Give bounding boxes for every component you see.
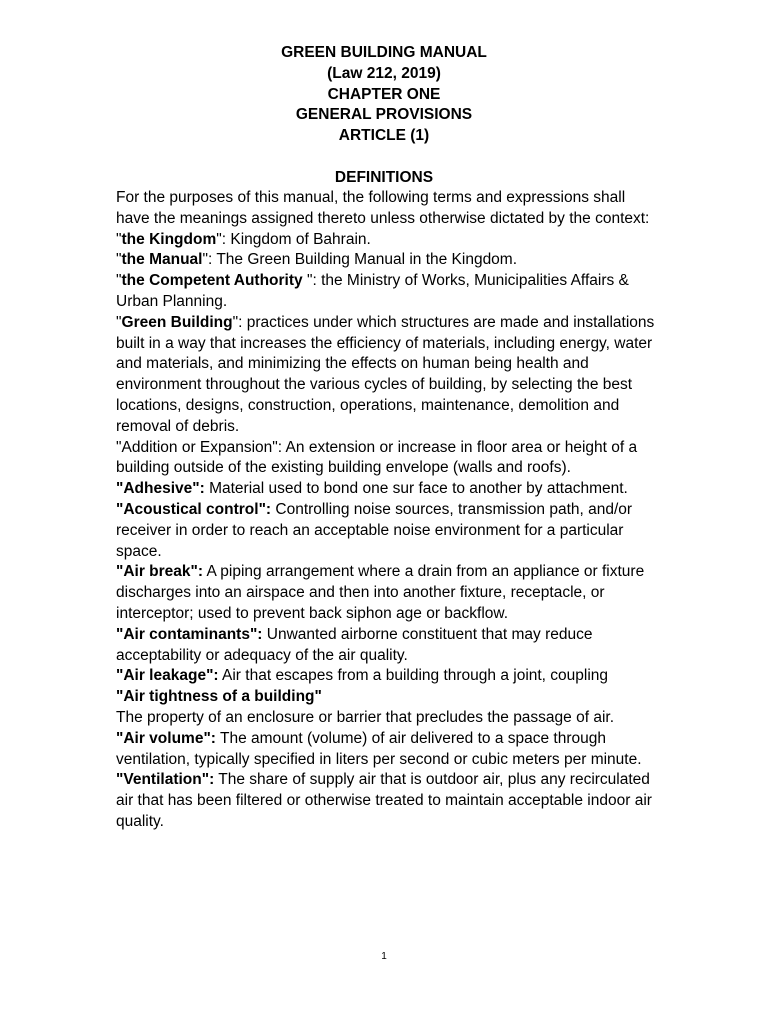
definition-entry [116, 230, 656, 251]
definition-term: "Air tightness of a building" [116, 688, 322, 706]
definition-text: The share of supply air that is outdoor air, plus any recirculated air that has been filtered or otherwise treated to maintain acceptable indoor air quality. [116, 771, 652, 830]
definition-entry [116, 313, 656, 438]
definition-term: the Manual [121, 251, 203, 269]
term-open-quote: " [116, 230, 122, 248]
definition-text: Material used to bond one sur face to another by attachment. [204, 480, 628, 498]
definition-entry [116, 708, 656, 729]
definition-term: "Air leakage": [116, 667, 219, 685]
document-header [0, 43, 768, 189]
definition-entry [116, 438, 656, 480]
definition-term: the Kingdom [121, 230, 217, 248]
law-reference: (Law 212, 2019) [327, 64, 441, 82]
term-close-quote: " [232, 313, 239, 331]
definition-entry [116, 729, 656, 771]
definition-text: The amount (volume) of air delivered to a space through ventilation, typically specified in liters per second or cubic meters per minute. [116, 729, 642, 768]
definition-text: Air that escapes from a building through a joint, coupling [218, 667, 609, 685]
section-heading: GENERAL PROVISIONS [295, 106, 473, 124]
term-close-quote: " [216, 230, 222, 248]
definition-term: "Air contaminants": [116, 625, 263, 643]
definition-text: Controlling noise sources, transmission path, and/or receiver in order to reach an acceptable noise environment for a particular space. [116, 500, 633, 560]
definition-term: "Ventilation": [116, 771, 215, 789]
article-heading: ARTICLE (1) [338, 127, 430, 145]
definition-entry [116, 250, 656, 271]
definition-entry [116, 562, 656, 624]
definition-entry [116, 500, 656, 562]
term-close-quote: " [202, 251, 208, 269]
definition-term: "Adhesive": [116, 480, 205, 498]
definition-term: "Air break": [116, 563, 204, 581]
definition-text: : Kingdom of Bahrain. [221, 230, 371, 248]
term-open-quote: " [116, 313, 122, 331]
definition-entry [116, 271, 656, 313]
definition-entry [116, 770, 656, 832]
chapter-heading: CHAPTER ONE [327, 85, 441, 103]
definition-term: the Competent Authority [121, 272, 307, 290]
document-body [116, 188, 656, 833]
definitions-heading: DEFINITIONS [334, 168, 434, 186]
definition-text: : The Green Building Manual in the Kingdom. [207, 251, 518, 269]
definition-entry [116, 687, 656, 708]
definition-entry [116, 625, 656, 667]
definition-text: A piping arrangement where a drain from an appliance or fixture discharges into an airspace and then into another fixture, receptacle, or interceptor; used to prevent back siphon age or backflow. [116, 563, 645, 622]
definition-text: The property of an enclosure or barrier that precludes the passage of air. [116, 708, 615, 726]
header-spacer [0, 147, 768, 168]
term-close-quote: " [306, 272, 313, 290]
definition-text: Unwanted airborne constituent that may reduce acceptability or adequacy of the air quality. [116, 625, 593, 664]
definition-term: Green Building [121, 313, 233, 331]
term-open-quote: " [116, 251, 122, 269]
definition-text: "Addition or Expansion": An extension or increase in floor area or height of a building outside of the existing building envelope (walls and roofs). [116, 438, 638, 477]
page-number: 1 [381, 951, 387, 962]
manual-title: GREEN BUILDING MANUAL [281, 44, 487, 61]
term-open-quote: " [116, 272, 122, 290]
definition-text: : practices under which structures are made and installations built in a way that increases the efficiency of materials, including energy, water and materials, and minimizing the effects on human being health and environment throughout the various cycles of building, by selecting the best locations, designs, construction, operations, maintenance, demolition and removal of debris. [116, 313, 655, 435]
definition-term: "Acoustical control": [116, 500, 272, 518]
definition-entry [116, 666, 656, 687]
definition-text: : the Ministry of Works, Municipalities Affairs & Urban Planning. [116, 272, 629, 310]
definition-term: "Air volume": [116, 729, 216, 747]
intro-paragraph: For the purposes of this manual, the following terms and expressions shall have the meanings assigned thereto unless otherwise dictated by the context: [116, 189, 650, 227]
definition-entry [116, 479, 656, 500]
